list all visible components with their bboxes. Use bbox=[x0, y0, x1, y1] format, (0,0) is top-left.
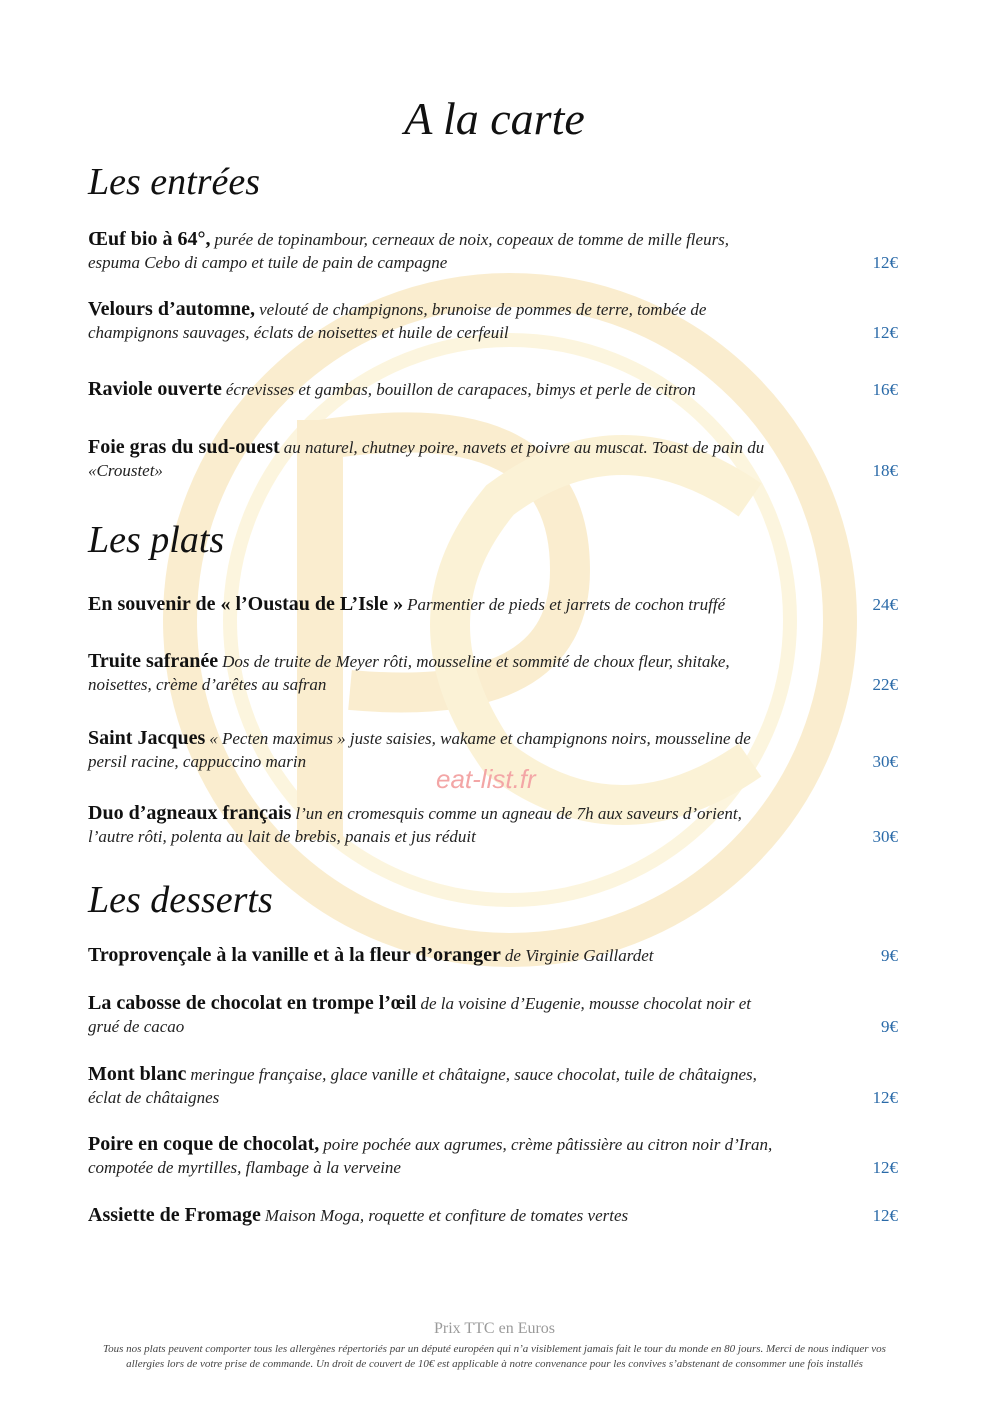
dish-name: Velours d’automne, bbox=[88, 298, 256, 320]
dish-name: Œuf bio à 64°, bbox=[88, 228, 211, 250]
dish-price: 30€ bbox=[872, 827, 898, 846]
dish-description: espuma Cebo di campo et tuile de pain de campagne bbox=[88, 253, 448, 272]
menu-item bbox=[88, 436, 898, 481]
dish-price: 9€ bbox=[881, 946, 898, 965]
dish-price: 18€ bbox=[872, 461, 898, 480]
dish-name: Troprovençale à la vanille et à la fleur d’oranger bbox=[88, 944, 501, 966]
dish-price: 12€ bbox=[872, 323, 898, 342]
dish-description: velouté de champignons, brunoise de pommes de terre, tombée de bbox=[259, 300, 707, 319]
dish-name: Mont blanc bbox=[88, 1063, 187, 1085]
dish-description: l’un en cromesquis comme un agneau de 7h aux saveurs d’orient, bbox=[295, 804, 742, 823]
dish-description: l’autre rôti, polenta au lait de brebis, panais et jus réduit bbox=[88, 827, 476, 846]
dish-description: meringue française, glace vanille et châtaigne, sauce chocolat, tuile de châtaignes, bbox=[190, 1065, 757, 1084]
dish-description: de Virginie Gaillardet bbox=[504, 946, 654, 965]
dish-name: Assiette de Fromage bbox=[88, 1204, 261, 1226]
dish-price: 22€ bbox=[872, 675, 898, 694]
dish-description: éclat de châtaignes bbox=[88, 1088, 220, 1107]
footer-note: Tous nos plats peuvent comporter tous les allergènes répertoriés par un député européen qui n’a visiblement jamais fait le tour du monde en 80 jours. Merci de nous indiquer vos allergies lors de votre prise de commande. Un droit de couvert de 10€ est applicable à notre convenance pour les convives s’abstenant de consommer une fois installés bbox=[103, 1343, 886, 1370]
dish-price: 24€ bbox=[872, 595, 898, 614]
dish-name: La cabosse de chocolat en trompe l’œil bbox=[88, 992, 417, 1014]
dish-price: 12€ bbox=[872, 1088, 898, 1107]
dish-description: noisettes, crème d’arêtes au safran bbox=[88, 675, 327, 694]
dish-price: 30€ bbox=[872, 752, 898, 771]
dish-description: champignons sauvages, éclats de noisettes et huile de cerfeuil bbox=[88, 323, 509, 342]
dish-name: Duo d’agneaux français bbox=[88, 802, 292, 824]
menu-item bbox=[88, 378, 898, 401]
footer-title: Prix TTC en Euros bbox=[433, 1320, 556, 1337]
section-title-plats: Les plats bbox=[88, 519, 225, 561]
menu-item bbox=[88, 1133, 898, 1178]
dish-description: persil racine, cappuccino marin bbox=[88, 752, 307, 771]
section-title-entrees: Les entrées bbox=[88, 161, 261, 203]
dish-description: au naturel, chutney poire, navets et poivre au muscat. Toast de pain du bbox=[283, 438, 765, 457]
dish-name: Raviole ouverte bbox=[88, 378, 222, 400]
dish-description: Parmentier de pieds et jarrets de cochon truffé bbox=[407, 595, 726, 614]
dish-name: En souvenir de « l’Oustau de L’Isle » bbox=[88, 593, 404, 615]
dish-price: 9€ bbox=[881, 1017, 898, 1036]
dish-description: « Pecten maximus » juste saisies, wakame et champignons noirs, mousseline de bbox=[209, 729, 751, 748]
dish-description: purée de topinambour, cerneaux de noix, copeaux de tomme de mille fleurs, bbox=[214, 230, 730, 249]
menu-item bbox=[88, 992, 898, 1037]
dish-name: Truite safranée bbox=[88, 650, 219, 672]
dish-name: Foie gras du sud-ouest bbox=[88, 436, 280, 458]
menu-item bbox=[88, 1204, 898, 1227]
dish-price: 12€ bbox=[872, 253, 898, 272]
menu-item bbox=[88, 593, 898, 616]
menu-item bbox=[88, 944, 898, 967]
dish-price: 16€ bbox=[872, 380, 898, 399]
dish-price: 12€ bbox=[872, 1206, 898, 1225]
section-title-desserts: Les desserts bbox=[88, 879, 273, 921]
dish-description: écrevisses et gambas, bouillon de carapaces, bimys et perle de citron bbox=[225, 380, 696, 399]
menu-item bbox=[88, 650, 898, 695]
dish-name: Saint Jacques bbox=[88, 727, 206, 749]
dish-price: 12€ bbox=[872, 1158, 898, 1177]
dish-description: Dos de truite de Meyer rôti, mousseline et sommité de choux fleur, shitake, bbox=[222, 652, 730, 671]
menu-item bbox=[88, 298, 898, 343]
dish-description: compotée de myrtilles, flambage à la verveine bbox=[88, 1158, 401, 1177]
menu-item bbox=[88, 802, 898, 847]
dish-description: grué de cacao bbox=[88, 1017, 185, 1036]
dish-description: poire pochée aux agrumes, crème pâtissière au citron noir d’Iran, bbox=[323, 1135, 773, 1154]
menu-title: A la carte bbox=[404, 93, 585, 144]
menu-item bbox=[88, 1063, 898, 1108]
dish-name: Poire en coque de chocolat, bbox=[88, 1133, 320, 1155]
menu-item bbox=[88, 228, 898, 273]
site-watermark: eat-list.fr bbox=[436, 764, 536, 794]
dish-description: Maison Moga, roquette et confiture de tomates vertes bbox=[264, 1206, 629, 1225]
dish-description: de la voisine d’Eugenie, mousse chocolat noir et bbox=[420, 994, 751, 1013]
dish-description: «Croustet» bbox=[88, 461, 163, 480]
